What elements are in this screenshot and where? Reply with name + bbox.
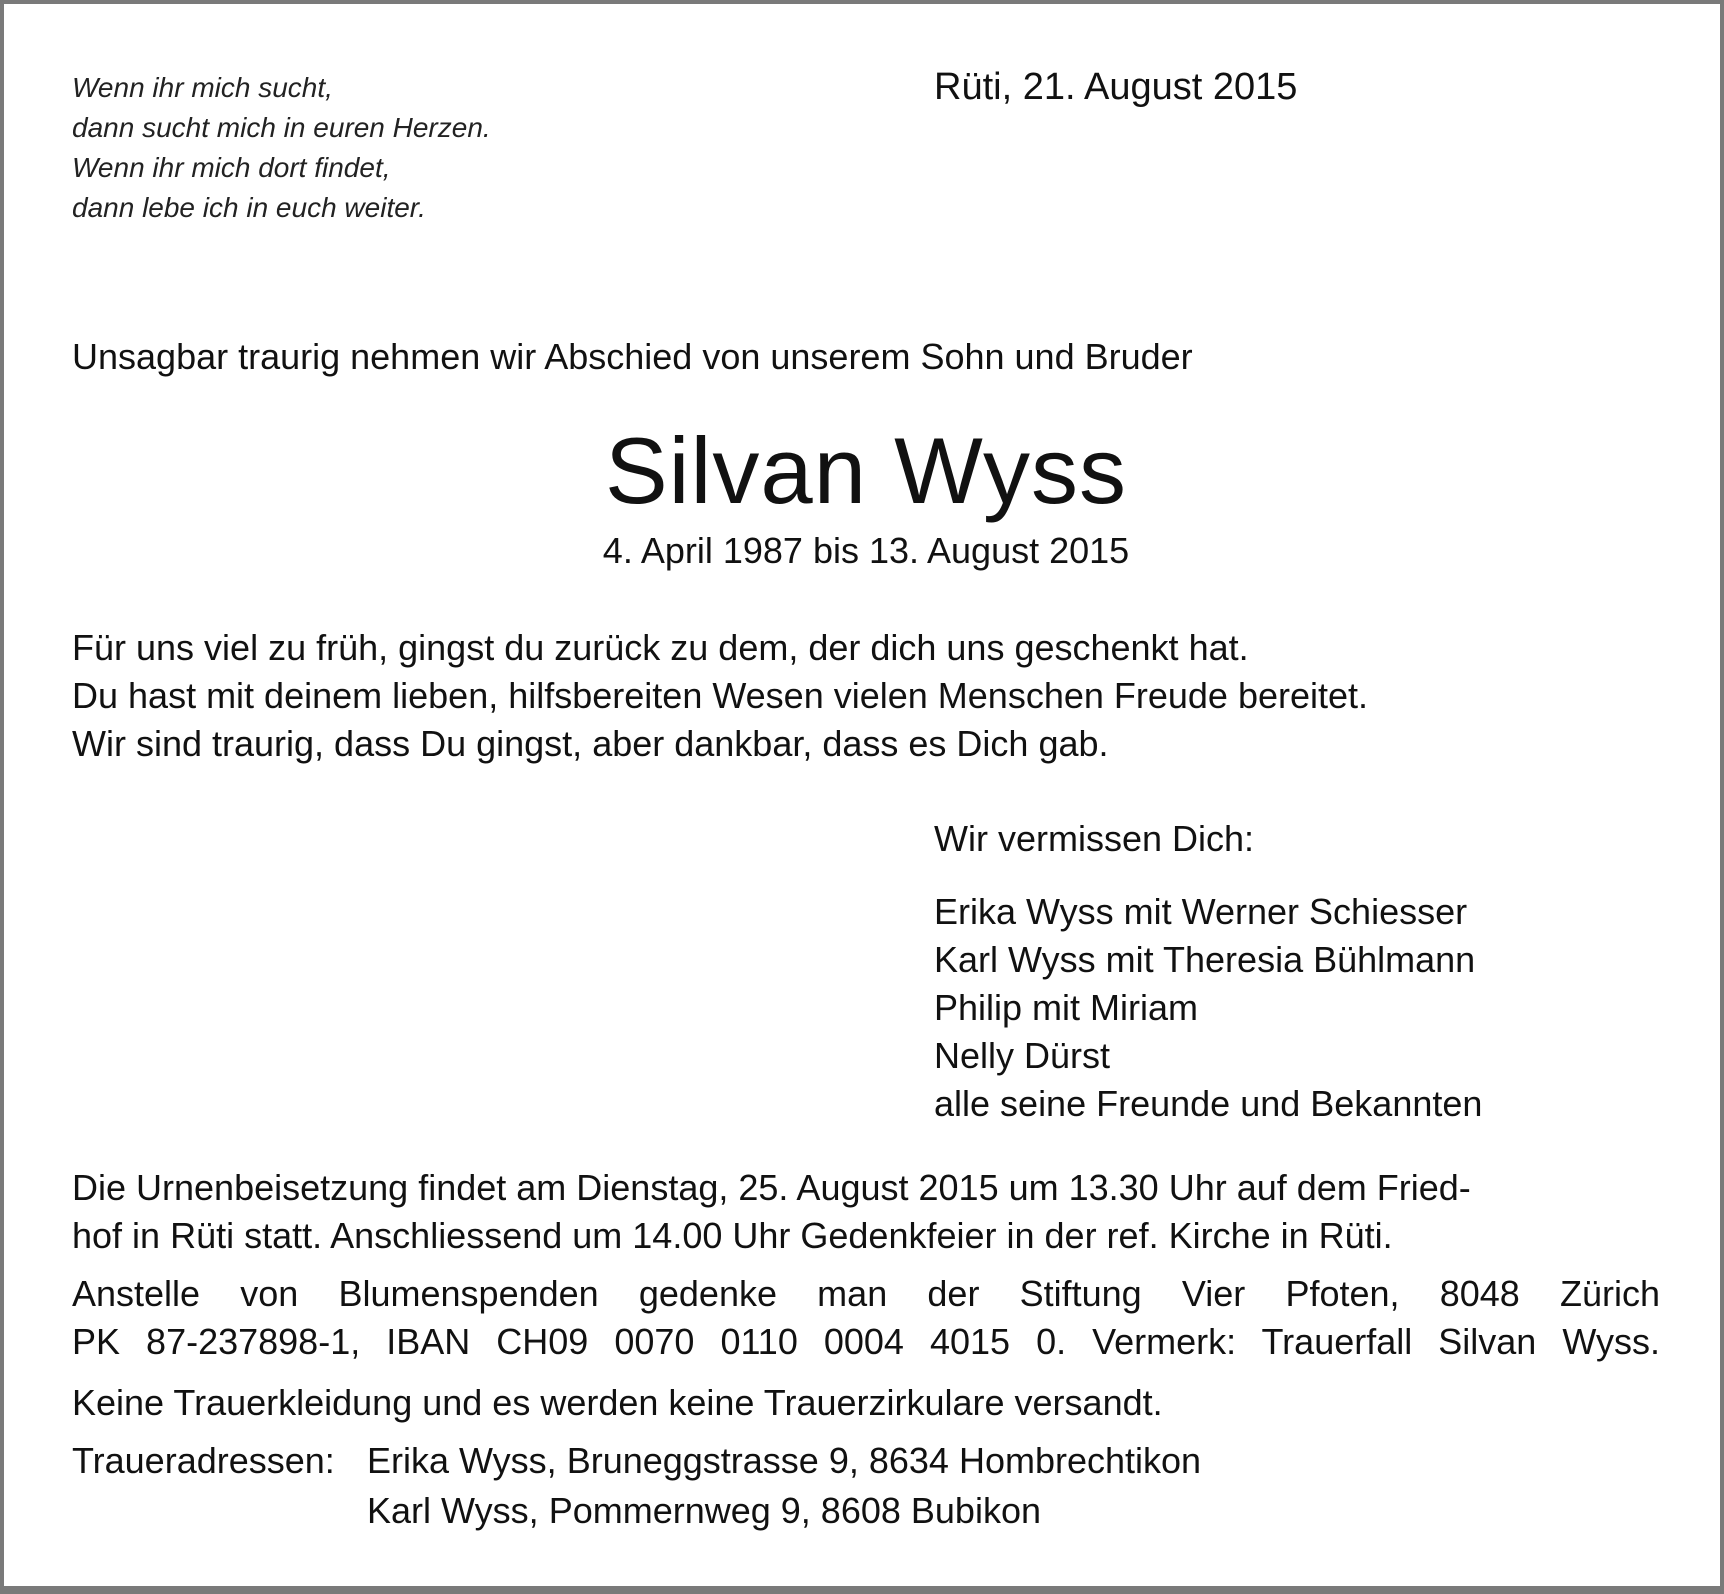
mourner-name: Erika Wyss mit Werner Schiesser [934, 891, 1468, 932]
poem-line: dann sucht mich in euren Herzen. [72, 112, 491, 143]
verse-line: Du hast mit deinem lieben, hilfsbereiten Wesen vielen Menschen Freude bereitet. [72, 675, 1369, 716]
funeral-info-line: hof in Rüti statt. Anschliessend um 14.00 Uhr Gedenkfeier in der ref. Kirche in Rüti. [72, 1215, 1393, 1256]
verse-line: Wir sind traurig, dass Du gingst, aber dankbar, dass es Dich gab. [72, 723, 1109, 764]
donation-info-line: PK 87-237898-1, IBAN CH09 0070 0110 0004 4015 0. Vermerk: Trauerfall Silvan Wyss. [72, 1321, 1660, 1362]
poem-line: dann lebe ich in euch weiter. [72, 192, 426, 223]
funeral-info-line: Die Urnenbeisetzung findet am Dienstag, 25. August 2015 um 13.30 Uhr auf dem Fried- [72, 1167, 1471, 1208]
address-row [72, 1486, 1201, 1536]
poem [72, 68, 632, 228]
place-date: Rüti, 21. August 2015 [934, 66, 1298, 108]
address-indent [72, 1486, 367, 1536]
funeral-info [72, 1164, 1660, 1260]
address-line: Erika Wyss, Bruneggstrasse 9, 8634 Hombrechtikon [367, 1440, 1202, 1481]
address-line: Karl Wyss, Pommernweg 9, 8608 Bubikon [367, 1490, 1041, 1531]
mourners-heading: Wir vermissen Dich: [934, 818, 1255, 859]
attire-note [72, 1379, 1660, 1427]
addresses-label: Traueradressen: [72, 1440, 335, 1481]
mourner-name: Nelly Dürst [934, 1035, 1111, 1076]
mourner-name: Philip mit Miriam [934, 987, 1199, 1028]
verse-line: Für uns viel zu früh, gingst du zurück zu dem, der dich uns geschenkt hat. [72, 627, 1249, 668]
address-row [72, 1436, 1201, 1486]
donation-info-line: Anstelle von Blumenspenden gedenke man der Stiftung Vier Pfoten, 8048 Zürich [72, 1273, 1660, 1314]
life-dates: 4. April 1987 bis 13. August 2015 [602, 530, 1130, 571]
intro-text: Unsagbar traurig nehmen wir Abschied von unserem Sohn und Bruder [72, 336, 1193, 377]
mourning-addresses [72, 1436, 1201, 1536]
attire-note-line: Keine Trauerkleidung und es werden keine Trauerzirkulare versandt. [72, 1382, 1163, 1423]
donation-info [72, 1270, 1660, 1366]
poem-line: Wenn ihr mich dort findet, [72, 152, 391, 183]
deceased-name: Silvan Wyss [604, 418, 1128, 523]
mourner-name: Karl Wyss mit Theresia Bühlmann [934, 939, 1476, 980]
mourner-name: alle seine Freunde und Bekannten [934, 1083, 1483, 1124]
poem-line: Wenn ihr mich sucht, [72, 72, 333, 103]
memorial-verse [72, 624, 1368, 768]
mourners-block [934, 816, 1482, 1128]
